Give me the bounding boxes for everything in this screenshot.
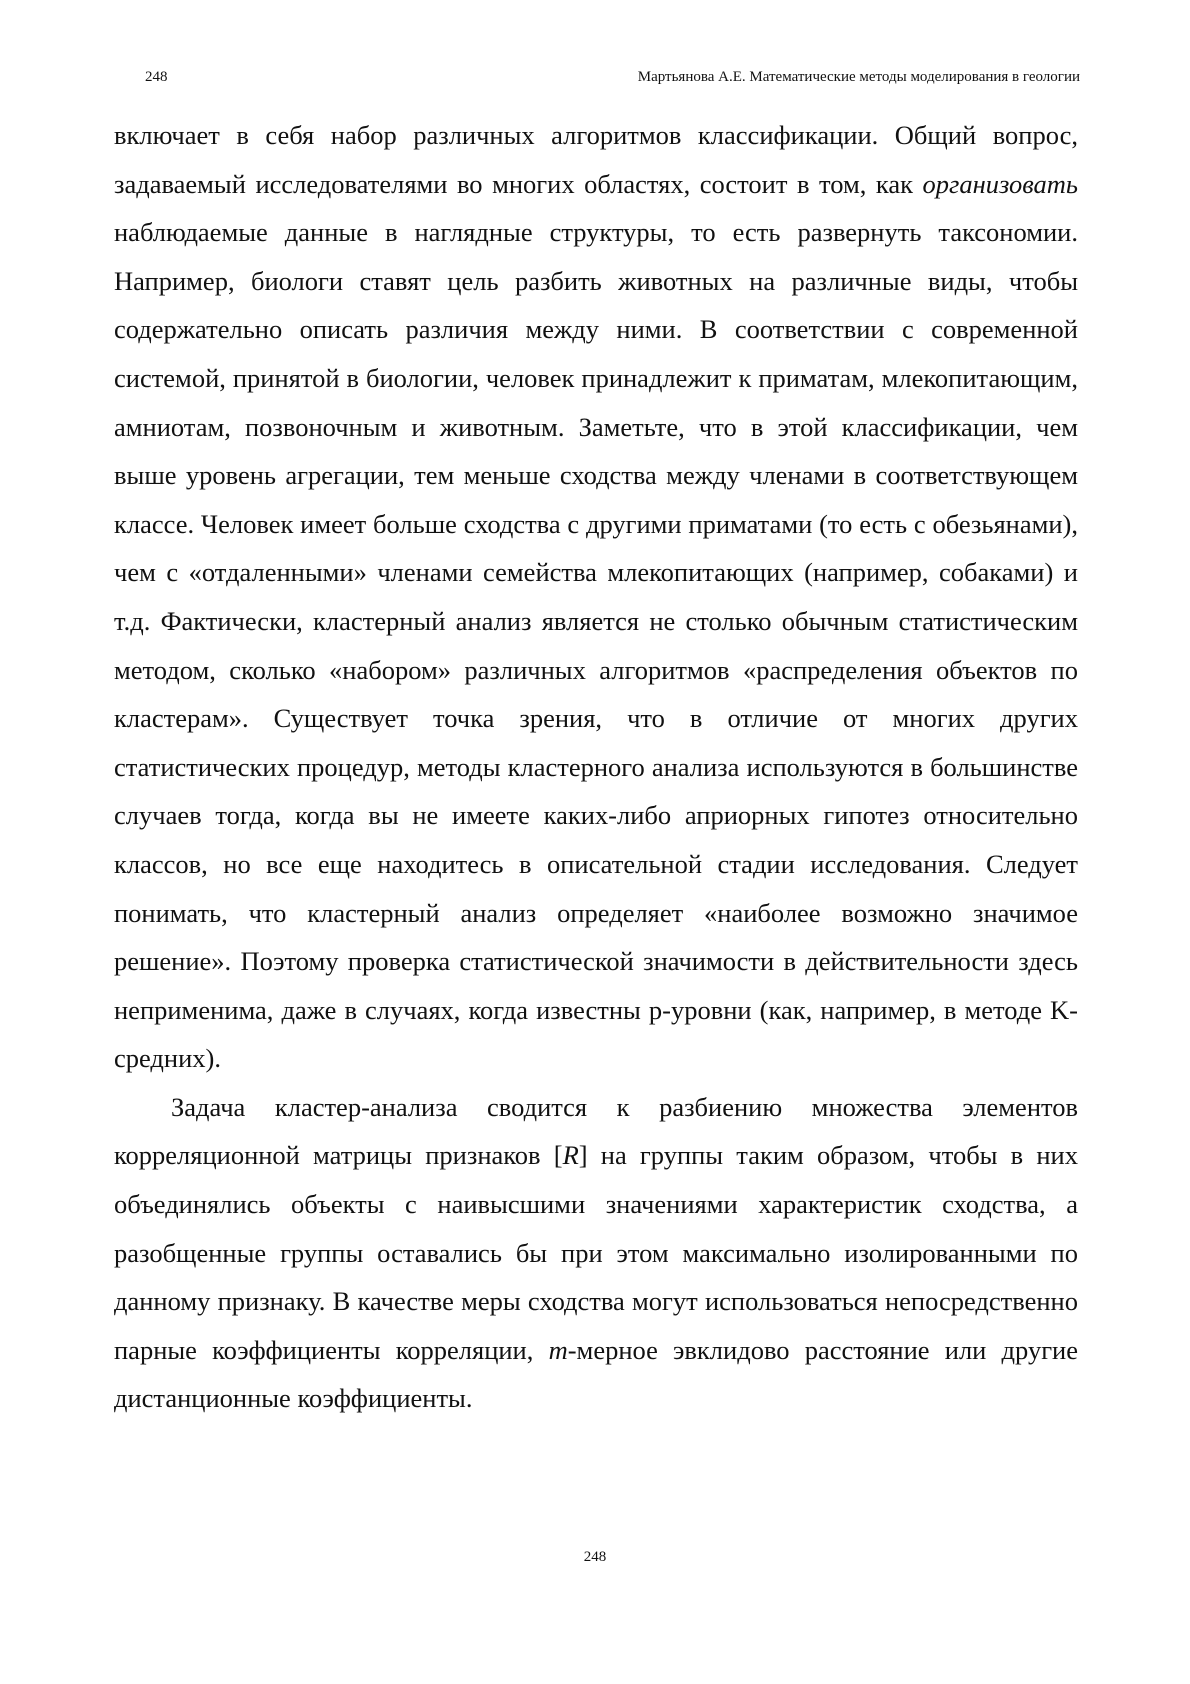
text-span: Задача кластер-анализа сводится к разбиению множества элементов корреляционной матрицы признаков [: [114, 1091, 1078, 1171]
text-span: ] на группы таким образом, чтобы в них объединялись объекты с наивысшими значениями характеристик сходства, а разобщенные группы оставались бы при этом максимально изолированными по данному признаку. В качестве меры сходства могут использоваться непосредственно парные коэффициенты корреляции,: [114, 1140, 1078, 1365]
page-footer: [0, 1546, 1190, 1568]
paragraph: [114, 111, 1078, 1083]
page-header: [145, 66, 1080, 88]
main-text: [114, 111, 1078, 1423]
italic-term: организовать: [922, 168, 1078, 199]
italic-symbol: R: [562, 1140, 579, 1171]
footer-page-number: 248: [583, 1549, 607, 1565]
header-running-title: Мартьянова А.Е. Математические методы моделирования в геологии: [637, 69, 1080, 85]
text-span: -мерное эвклидово расстояние или другие дистанционные коэффициенты.: [114, 1334, 1079, 1414]
text-span: включает в себя набор различных алгоритмов классификации. Общий вопрос, задаваемый исследователями во многих областях, состоит в том, как: [114, 120, 1078, 199]
italic-symbol: m: [548, 1334, 568, 1365]
text-span: наблюдаемые данные в наглядные структуры, то есть развернуть таксономии. Например, биологи ставят цель разбить животных на различные виды, чтобы содержательно описать различия между ними. В соответствии с современной системой, принятой в биологии, человек принадлежит к приматам, млекопитающим, амниотам, позвоночным и животным. Заметьте, что в этой классификации, чем выше уровень агрегации, тем меньше сходства между членами в соответствующем классе. Человек имеет больше сходства с другими приматами (то есть с обезьянами), чем с «отдаленными» членами семейства млекопитающих (например, собаками) и т.д. Фактически, кластерный анализ является не столько обычным статистическим методом, сколько «набором» различных алгоритмов «распределения объектов по кластерам». Существует точка зрения, что в отличие от многих других статистических процедур, методы кластерного анализа используются в большинстве случаев тогда, когда вы не имеете каких-либо априорных гипотез относительно классов, но все еще находитесь в описательной стадии исследования. Следует понимать, что кластерный анализ определяет «наиболее возможно значимое решение». Поэтому проверка статистической значимости в действительности здесь неприменима, даже в случаях, когда известны p-уровни (как, например, в методе K-средних).: [114, 217, 1078, 1074]
paragraph: [114, 1083, 1078, 1423]
header-page-number: 248: [145, 69, 168, 85]
